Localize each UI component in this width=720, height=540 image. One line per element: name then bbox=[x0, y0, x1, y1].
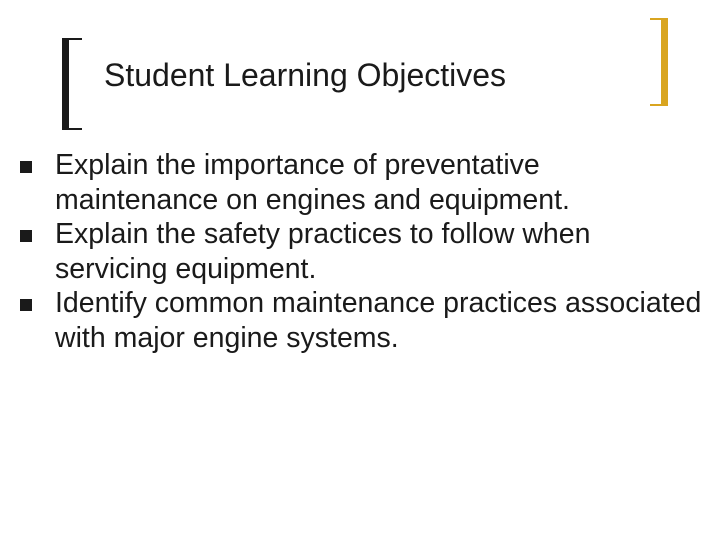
right-bracket-decoration bbox=[650, 18, 668, 106]
list-item-text: Explain the safety practices to follow when servicing equipment. bbox=[55, 218, 591, 285]
list-item bbox=[20, 286, 710, 355]
list-item-text: Identify common maintenance practices associated with major engine systems. bbox=[55, 287, 702, 354]
list-item bbox=[20, 148, 710, 217]
slide-title: Student Learning Objectives bbox=[104, 57, 507, 93]
list-item bbox=[20, 217, 710, 286]
square-bullet-icon bbox=[20, 230, 32, 242]
objectives-list bbox=[20, 148, 710, 355]
square-bullet-icon bbox=[20, 299, 32, 311]
list-item-text: Explain the importance of preventative maintenance on engines and equipment. bbox=[55, 149, 570, 216]
square-bullet-icon bbox=[20, 161, 32, 173]
left-bracket-decoration bbox=[62, 38, 82, 130]
